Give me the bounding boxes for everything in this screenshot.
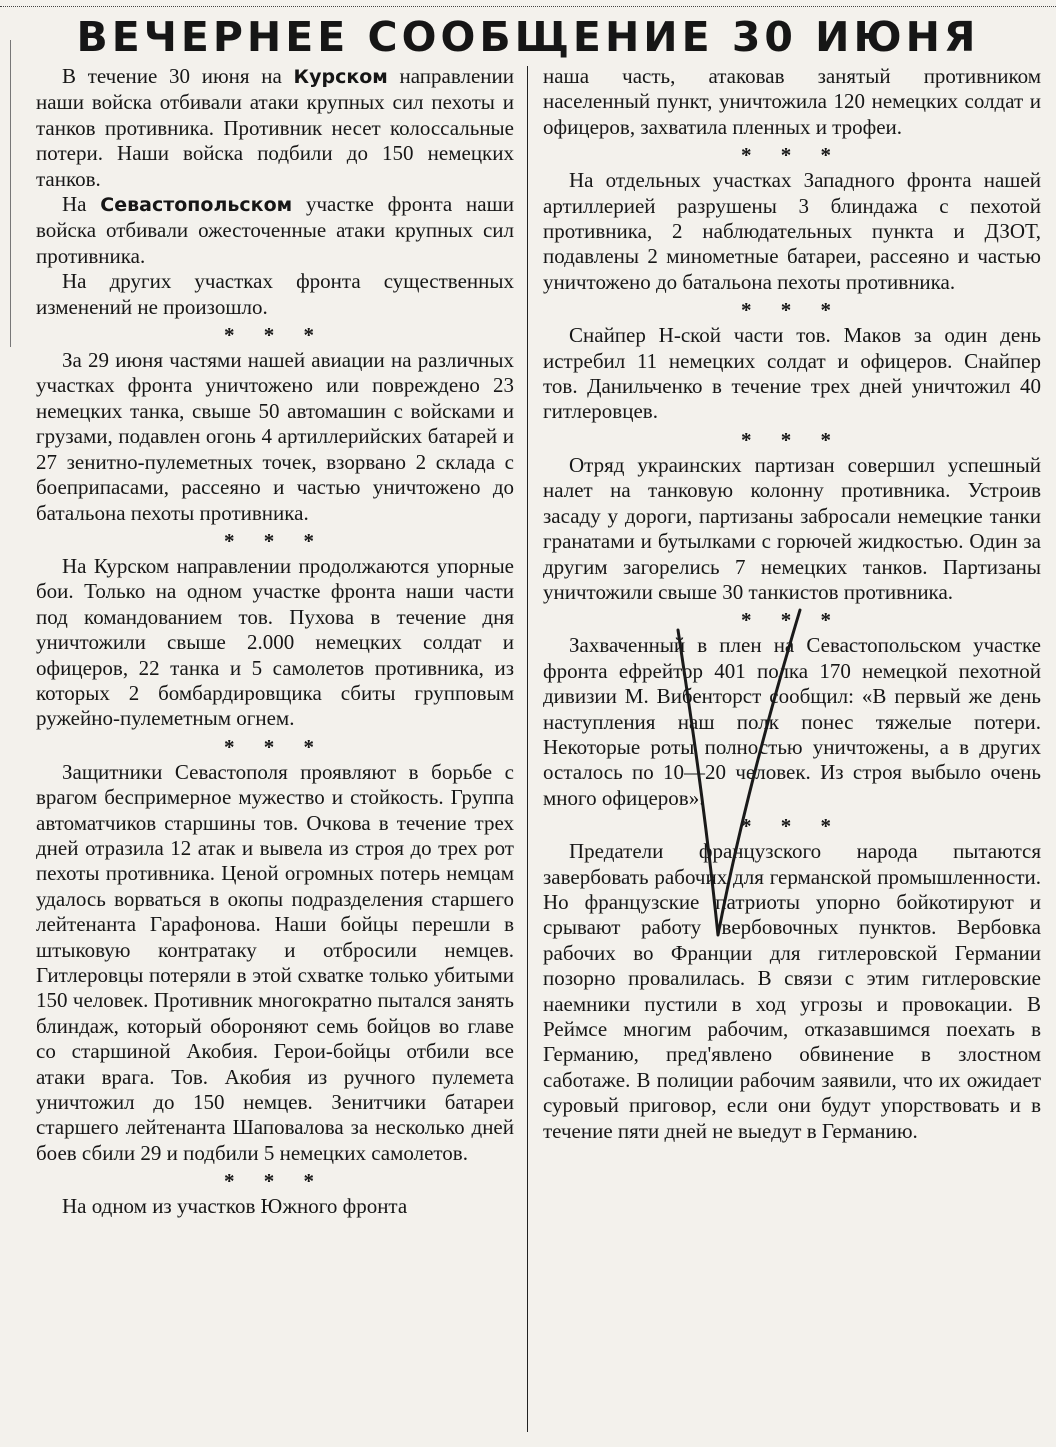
section-separator: * * * xyxy=(741,427,843,452)
paragraph-partisans: Отряд украинских партизан совершил успешный налет на танковую колонну противника. Устроив засаду у дороги, партизаны забросали немецкие танки гранатами и бутылками с горючей жидкостью. Один за другим загорелись 7 немецких танков. Партизаны уничтожили свыше 30 танкистов противника. xyxy=(543,452,1041,604)
left-margin-rule xyxy=(10,40,11,347)
handwritten-check-mark-icon xyxy=(660,590,810,950)
section-separator: * * * xyxy=(224,1169,326,1194)
section-separator: * * * xyxy=(741,143,843,168)
paragraph-prisoner: Захваченный в плен на Севастопольском участке фронта ефрейтор 401 полка 170 немецкой пехотной дивизии М. Вибенторст сообщил: «В первый же день наступления наш полк понес тяжелые потери. Некоторые роты полностью уничтожены, а в других осталось по 10—20 человек. Из строя выбыло очень много офицеров». xyxy=(543,633,1041,810)
paragraph-southern-front-cont: наша часть, атаковав занятый противником населенный пункт, уничтожила 120 немецких солдат и офицеров, захватила пленных и трофеи. xyxy=(543,64,1041,139)
paragraph-western-front: На отдельных участках Западного фронта нашей артиллерией разрушены 3 блиндажа с пехотой противника, 2 наблюдательных пункта и ДЗОТ, подавлены 2 минометные батареи, рассеяно и частью уничтожено до батальона пехоты противника. xyxy=(543,168,1041,294)
section-separator: * * * xyxy=(224,734,326,759)
paragraph-snipers: Снайпер Н-ской части тов. Маков за один день истребил 11 немецких солдат и офицеров. Снайпер тов. Данильченко в течение трех дней уничтожил 40 гитлеровцев. xyxy=(543,323,1041,424)
place-kursk: Курском xyxy=(293,66,388,88)
paragraph-southern-front: На одном из участков Южного фронта xyxy=(62,1194,408,1219)
paragraph-kursk-battles: На Курском направлении продолжаются упорные бои. Только на одном участке фронта наши части под командованием тов. Пухова в течение дня уничтожили свыше 2.000 немецких солдат и офицеров, 22 танка и 5 самолетов противника, из которых 2 бомбардировщика сбиты групповым ружейно-пулеметным огнем. xyxy=(36,553,514,731)
paragraph-sevastopol: На Севастопольском участке фронта наши войска отбивали ожесточенные атаки крупных сил противника. xyxy=(36,192,514,268)
top-border xyxy=(0,0,1056,7)
section-separator: * * * xyxy=(224,528,326,553)
section-separator: * * * xyxy=(741,298,843,323)
section-separator: * * * xyxy=(741,814,843,839)
place-sevastopol: Севастопольском xyxy=(100,194,293,217)
paragraph-other-fronts: На других участках фронта существенных изменений не произошло. xyxy=(36,269,514,319)
left-column xyxy=(36,64,514,1220)
page-title: ВЕЧЕРНЕЕ СООБЩЕНИЕ 30 ИЮНЯ xyxy=(76,13,980,61)
paragraph-kursk: В течение 30 июня на Курском направлении наши войска отбивали атаки крупных сил пехоты и танков противника. Противник несет колоссальные потери. Наши войска подбили до 150 немецких танков. xyxy=(36,64,515,191)
paragraph-aviation: За 29 июня частями нашей авиации на различных участках фронта уничтожено или повреждено 23 немецких танка, свыше 50 автомашин с войсками и грузами, подавлен огонь 4 артиллерийских батарей и 27 зенитно-пулеметных точек, взорвано 2 склада с боеприпасами, рассеяно и частью уничтожено до батальона пехоты противника. xyxy=(36,348,514,525)
section-separator: * * * xyxy=(224,323,326,348)
paragraph-sevastopol-defenders: Защитники Севастополя проявляют в борьбе с врагом беспримерное мужество и стойкость. Группа автоматчиков старшины тов. Очкова в течение трех дней отразила 12 атак и вывела из строя до трех рот пехоты противника. Ценой огромных потерь немцам удалось ворваться в окопы подразделения старшего лейтенанта Гарафонова. Наши бойцы перешли в штыковую контратаку и отбросили немцев. Гитлеровцы потеряли в этой схватке только убитыми 150 человек. Противник многократно пытался занять блиндаж, который обороняют семь бойцов во главе со старшиной Акобия. Герои-бойцы отбили все атаки врага. Тов. Акобия из ручного пулемета уничтожил до 150 немцев. Зенитчики батареи старшего лейтенанта Шаповалова за несколько дней боев сбили 29 и подбили 5 немецких самолетов. xyxy=(36,759,514,1165)
column-divider xyxy=(527,66,528,1432)
paragraph-french-workers: Предатели французского народа пытаются завербовать рабочих для германской промышленности. Но французские патриоты упорно бойкотируют и срывают работу вербовочных пунктов. Вербовка рабочих во Франции для гитлеровской Германии позорно провалилась. В связи с этим гитлеровские наемники пустили в ход угрозы и провокации. В Реймсе многим рабочим, отказавшимся поехать в Германию, пред'явлено обвинение в злостном саботаже. В полиции рабочим заявили, что их ожидает суровый приговор, если они будут упорствовать и в течение пяти дней не выедут в Германию. xyxy=(543,839,1041,1143)
section-separator: * * * xyxy=(741,608,843,633)
